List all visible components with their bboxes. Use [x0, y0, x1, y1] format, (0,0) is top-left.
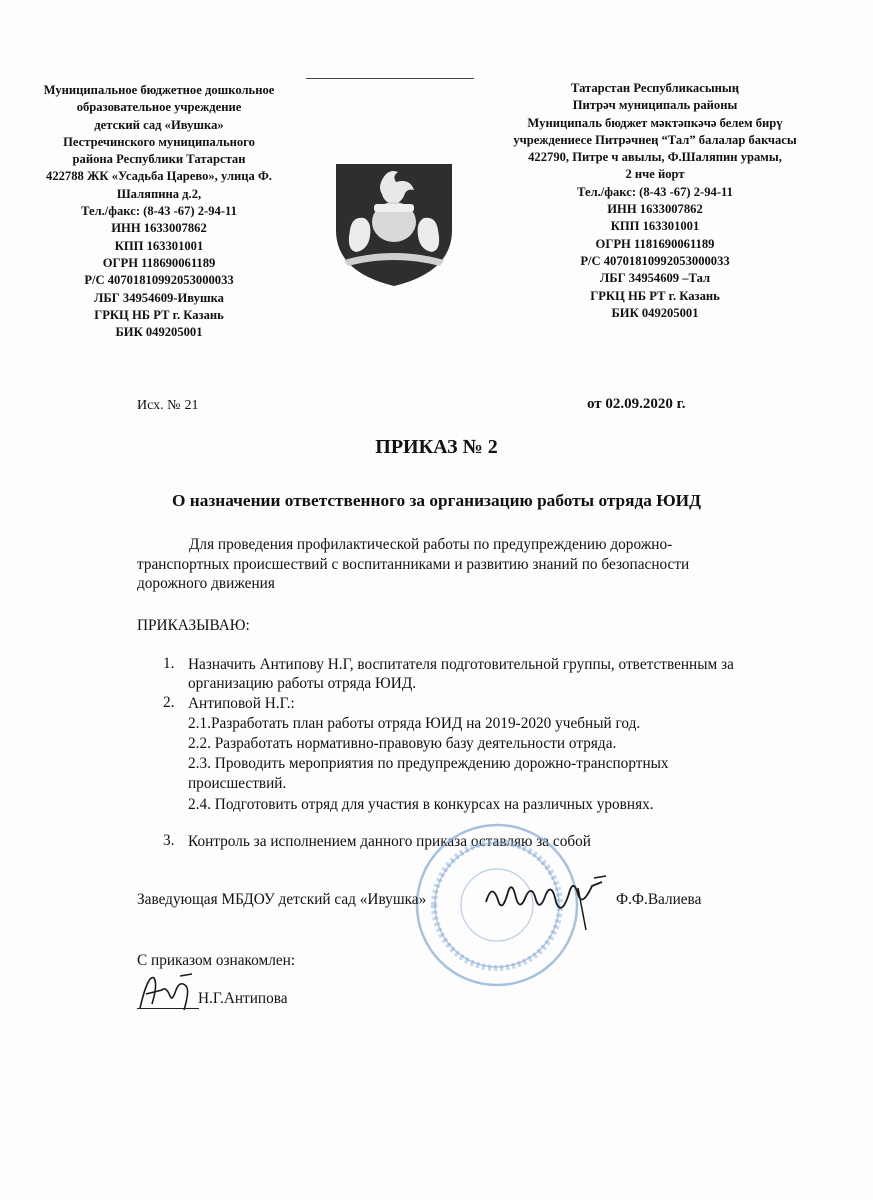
list-item: организацию работы отряда ЮИД. — [188, 675, 417, 692]
signature-underline — [137, 1008, 199, 1009]
header-right-line: Муниципаль бюджет мәктәпкәчә белем бирү — [527, 115, 783, 130]
order-word: ПРИКАЗЫВАЮ: — [137, 617, 250, 634]
director-signature — [482, 872, 617, 932]
acquainted-label: С приказом ознакомлен: — [137, 952, 296, 969]
signatory-name: Ф.Ф.Валиева — [616, 891, 702, 908]
header-left-line: ОГРН 118690061189 — [102, 255, 216, 270]
item-number: 1. — [163, 655, 175, 672]
header-left-line: Шаляпина д.2, — [116, 186, 202, 201]
header-right-requisites — [490, 80, 820, 322]
header-right-line: ЛБГ 34954609 –Тал — [599, 271, 711, 286]
outgoing-reference-number: 21 — [184, 398, 199, 413]
sub-item: 2.1.Разработать план работы отряда ЮИД на 2019-2020 учебный год. — [188, 715, 641, 732]
list-item: Контроль за исполнением данного приказа оставляю за собой — [188, 833, 591, 850]
document-date: от 02.09.2020 г. — [587, 396, 686, 412]
signatory-position: Заведующая МБДОУ детский сад «Ивушка» — [137, 891, 427, 908]
preamble-line: транспортных происшествий с воспитанниками и развитию знаний по безопасности — [137, 555, 690, 573]
sub-item: 2.4. Подготовить отряд для участия в конкурсах на различных уровнях. — [188, 796, 654, 813]
item-number: 2. — [163, 694, 175, 711]
header-right-line: Татарстан Республикасының — [570, 81, 739, 95]
header-right-line: 2 нче йорт — [625, 167, 685, 182]
order-subject: О назначении ответственного за организацию работы отряда ЮИД — [171, 491, 702, 510]
preamble-line: Для проведения профилактической работы по предупреждению дорожно- — [189, 536, 673, 553]
header-left-line: Р/С 40701810992053000033 — [84, 273, 234, 288]
header-right-line: 422790, Питре ч авылы, Ф.Шаляпин урамы, — [528, 150, 782, 165]
header-left-line: ЛБГ 34954609-Ивушка — [94, 290, 224, 305]
header-right-line: БИК 049205001 — [611, 305, 699, 320]
sub-item: 2.2. Разработать нормативно-правовую базу деятельности отряда. — [188, 735, 617, 752]
header-right-line: ГРКЦ НБ РТ г. Казань — [590, 288, 720, 303]
list-item: Антиповой Н.Г.: — [188, 695, 295, 712]
header-left-line: Пестречинского муниципального — [63, 134, 255, 149]
header-left-line: детский сад «Ивушка» — [94, 117, 224, 132]
header-left-line: БИК 049205001 — [115, 325, 203, 340]
header-left-line: района Республики Татарстан — [72, 152, 246, 167]
page-title: ПРИКАЗ № 2 — [375, 436, 498, 458]
header-left-line: Тел./факс: (8-43 -67) 2-94-11 — [81, 204, 237, 219]
header-right-line: учреждениесе Питрәчнең “Тал” балалар бакчасы — [513, 132, 797, 147]
outgoing-reference-label: Исх. № — [137, 398, 181, 413]
header-right-line: Тел./факс: (8-43 -67) 2-94-11 — [577, 184, 733, 199]
item-number: 3. — [163, 832, 175, 849]
header-right-line: ИНН 1633007862 — [607, 202, 703, 217]
sub-item: происшествий. — [188, 775, 287, 792]
header-left-line: ГРКЦ НБ РТ г. Казань — [94, 307, 224, 322]
header-left-line: образовательное учреждение — [76, 100, 242, 115]
header-right-line: Р/С 40701810992053000033 — [580, 253, 730, 268]
header-left-line: ИНН 1633007862 — [111, 221, 207, 236]
preamble-line: дорожного движения — [137, 575, 275, 592]
header-left-line: 422788 ЖК «Усадьба Царево», улица Ф. — [46, 169, 272, 184]
outgoing-reference — [137, 398, 199, 414]
header-left-line: Муниципальное бюджетное дошкольное — [43, 83, 275, 97]
header-divider — [306, 78, 474, 79]
header-right-line: КПП 163301001 — [610, 219, 700, 234]
list-item: Назначить Антипову Н.Г, воспитателя подготовительной группы, ответственным за — [188, 656, 734, 673]
header-left-line: КПП 163301001 — [114, 238, 204, 253]
acquainted-name: Н.Г.Антипова — [198, 990, 288, 1007]
coat-of-arms-emblem — [330, 160, 458, 288]
header-left-requisites — [22, 82, 296, 341]
preamble — [137, 535, 777, 594]
header-right-line: Питрәч муниципаль районы — [572, 98, 738, 113]
sub-item: 2.3. Проводить мероприятия по предупреждению дорожно-транспортных — [188, 755, 669, 772]
header-right-line: ОГРН 1181690061189 — [595, 236, 715, 251]
